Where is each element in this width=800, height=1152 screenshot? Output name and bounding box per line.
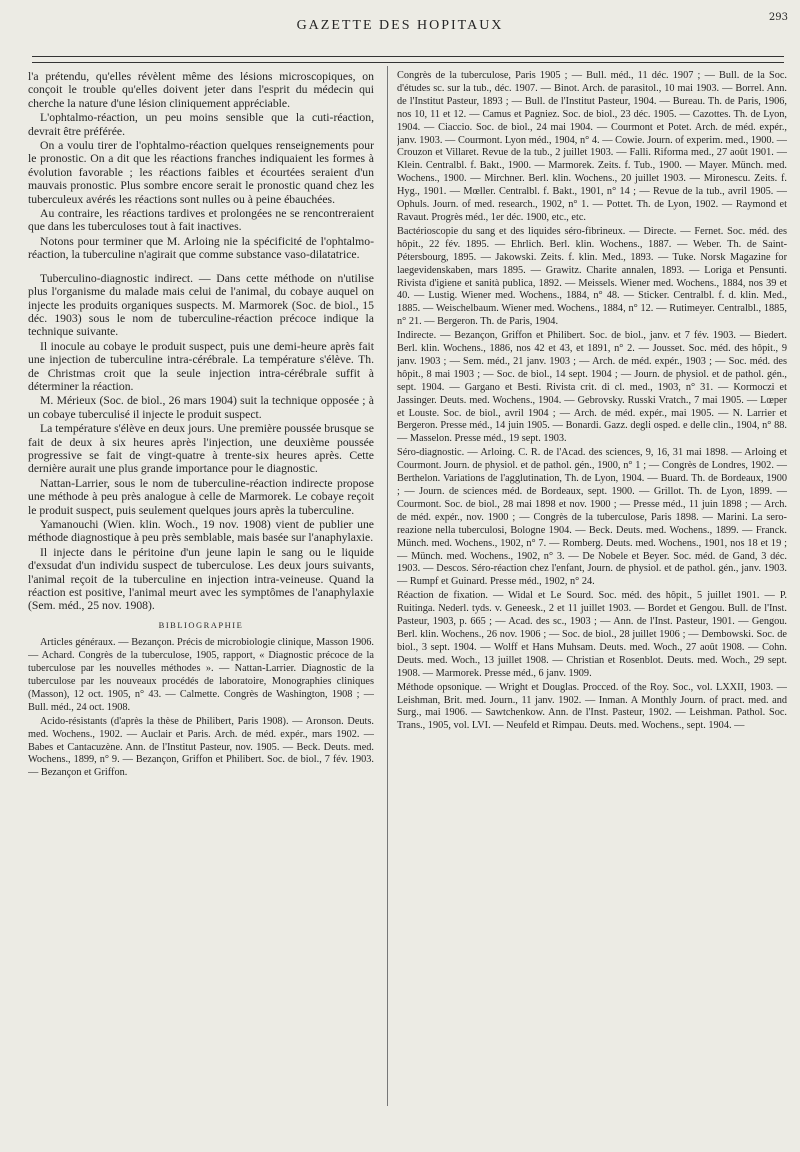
right-column xyxy=(397,70,787,1130)
paragraph: Il inocule au cobaye le produit suspect, puis une demi-heure après fait une injection de tuberculine intra-cérébrale. La température s'élève. Th. de Christmas croit que la seule injection intra-cérébrale suffit à déterminer la réaction. xyxy=(28,339,374,393)
page-number: 293 xyxy=(768,12,788,23)
paragraph: Tuberculino-diagnostic indirect. — Dans cette méthode on n'utilise plus l'organisme du malade mais celui de l'animal, du cobaye auquel on injecte les produits organiques suspects. M. Marmorek (Soc. de biol., 15 déc. 1903) sous le nom de tuberculine-réaction précoce indique la technique suivante. xyxy=(28,271,374,339)
paragraph: On a voulu tirer de l'ophtalmo-réaction quelques renseignements pour le pronostic. On a dit que les réactions franches indiquaient les formes à évolution favorable ; les réactions faibles et écourtées seraient d'un mauvais pronostic. Plus sombre encore serait le pronostic quand chez les tuberculeux avérés les réactions sont nulles ou à peine ébauchées. xyxy=(28,139,374,206)
paragraph: Notons pour terminer que M. Arloing nie la spécificité de l'ophtalmo-réaction, la tuberculine n'agirait que comme substance vaso-dilatatrice. xyxy=(28,234,374,262)
bibliography-entry: Bactérioscopie du sang et des liquides séro-fibrineux. — Directe. — Fernet. Soc. méd. des hôpit., 22 fév. 1895. — Ehrlich. Berl. klin. Wochens., 1887. — Weber. Th. de Saint-Pétersbourg, 1895. — Jakowski. Zeits. f. klin. Med., 1893. — Tuke. Norsk Magazine for laegevidenskaben, mars 1895. — Grawitz. Charite annalen, 1893. — Loriga et Pensunti. Rivista d'igiene et sanità publica, 1892. — Meissels. Wiener med. Wochens., 1884, nos 39 et 40. — Lustig. Wiener med. Wochens., 1884, n° 48. — Sticker. Centralbl. f. d. klin. Med., 1885. — Weischelbaum. Wiener med. Wochens., 1884, n° 12. — Rutimeyer. Centralbl., 1885, n° 21. — Bergeron. Th. de Paris, 1904. xyxy=(397,225,787,328)
bibliography-entry: Indirecte. — Bezançon, Griffon et Philibert. Soc. de biol., janv. et 7 fév. 1903. — Biedert. Berl. klin. Wochens., 1886, nos 42 et 43, et 1891, n° 2. — Jousset. Soc. méd. des hôpit., 9 janv. 1903 ; — Sem. méd., 21 janv. 1903 ; — Arch. de méd. expér., 1903 ; — Soc. méd. des hôpit., 8 mai 1903 ; — Soc. de biol., 14 sept. 1904 ; — Journ. de physiol. et de pathol. gén., sept. 1904. — Gargano et Besti. Rivista crit. di cl. med., 1903, n° 31. — Kormoczi et Jassinger. Deuts. med. Wochens., 1904. — Gebrovsky. Russki Vratch., 7 mai 1905. — Lœper et Louste. Soc. de biol., avril 1904 ; — Arch. de méd. expér., mai 1905. — N. Larrier et Bergeron. Presse méd., 14 juin 1905. — Bonardi. Gazz. degli osped. e delle clin., 1904, n° 88. — Masselon. Presse méd., 19 sept. 1903. xyxy=(397,330,787,445)
paragraph: L'ophtalmo-réaction, un peu moins sensible que la cuti-réaction, devrait être préférée. xyxy=(28,111,374,138)
header-rule-top xyxy=(32,56,784,57)
bibliography-entry: Congrès de la tuberculose, Paris 1905 ; — Bull. méd., 11 déc. 1907 ; — Bull. de la Soc. d'études sc. sur la tub., déc. 1907. — Binot. Arch. de parasitol., 10 mai 1903. — Borrel. Ann. de l'Institut Pasteur, 1893 ; — Bull. de l'Institut Pasteur, 1904. — Bureau. Th. de Paris, 1906, nos 10, 11 et 12. — Camus et Pagniez. Soc. de biol., 23 déc. 1905. — Cazottes. Th. de Lyon, 1904. — Ciaccio. Soc. de biol., 24 mai 1904. — Courmont et Potet. Arch. de méd. expér., janv. 1903. — Courmont. Lyon méd., 1904, n° 4. — Cowie. Journ. of experim. med., 1900. — Crouzon et Villaret. Revue de la tub., 2 juillet 1903. — Falli. Riforma med., 27 août 1901. — Klein. Centralbl. f. Bakt., 1900. — Marmorek. Zeits. f. Tub., 1900. — Mayer. Münch. med. Wochens., 1900. — Mirchner. Berl. klin. Wochens., 20 juillet 1903. — Mironescu. Zeits. f. Hyg., 1901. — Mœller. Centralbl. f. Bakt., 1901, n° 14 ; — Revue de la tub., avril 1905. — Ophuls. Journ. of med. research., 1902, n° 1. — Pottet. Th. de Lyon, 1902. — Raymond et Ravaut. Progrès méd., 1er déc. 1900, etc., etc. xyxy=(397,70,787,223)
page-header xyxy=(0,12,800,42)
section-title: BIBLIOGRAPHIE xyxy=(158,619,244,630)
bibliography-entry: Méthode opsonique. — Wright et Douglas. Procced. of the Roy. Soc., vol. LXXII, 1903. — Leishman, Brit. med. Journ., 11 janv. 1902. — Inman. A Monthly Journ. of pract. med. and Surg., mai 1906. — Sawtchenkow. Ann. de l'Inst. Pasteur, 1902. — Leishman. Pathol. Soc. Trans., 1905, vol. LVI. — Neufeld et Rimpau. Deuts. med. Wochens., sept. 1904. — xyxy=(397,681,787,732)
left-column xyxy=(28,70,374,1130)
paragraph: M. Mérieux (Soc. de biol., 26 mars 1904) suit la technique opposée ; à un cobaye tuberculisé il injecte le produit suspect. xyxy=(28,394,374,421)
paragraph: Il injecte dans le péritoine d'un jeune lapin le sang ou le liquide d'exsudat d'un individu suspect de tuberculose. Les deux jours suivants, l'animal reçoit de la tuberculine en injection intra-veineuse. Quand la réaction est positive, l'animal meurt avec les symptômes de l'anaphylaxie (Sem. méd., 25 nov. 1908). xyxy=(28,545,374,613)
header-rule-bottom xyxy=(32,62,784,63)
bibliography-entry: Séro-diagnostic. — Arloing. C. R. de l'Acad. des sciences, 9, 16, 31 mai 1898. — Arloing et Courmont. Journ. de physiol. et de pathol. gén., 1900, n° 1 ; — Congrès de Londres, 1902. — Berthelon. Variations de l'agglutination, Th. de Lyon, 1904. — Buard. Th. de Bordeaux, 1900 ; — Journ. de sciences méd. de Bordeaux, sept. 1900. — Grillot. Th. de Lyon, 1899. — Courmont. Soc. de biol., 28 mai 1898 et nov. 1900 ; — Presse méd., 11 juin 1898 ; — Arch. de méd. expér., nov. 1900 ; — Congrès de la tuberculose, Paris 1898. — Marini. La sero-reazione nella tuberculosi, Bologne 1904. — Beck. Deuts. med. Wochens., 1899. — Franck. Münch. med. Wochens., 1902, n° 7. — Romberg. Deuts. med. Wochens., 1901, nos 18 et 19 ; — Münch. med. Wochens., 1902, n° 3. — De Nobele et Beyer. Soc. méd. de Gand, 3 déc. 1903. — Descos. Séro-réaction chez l'enfant, Journ. de physiol. et de pathol. gén., janv. 1903. — Rumpf et Guinard. Presse méd., 1902, n° 24. xyxy=(397,447,787,588)
paragraph: La température s'élève en deux jours. Une première poussée brusque se fait de deux à six heures après l'injection, une deuxième poussée progressive se fait de vingt-quatre à trente-six heures après. Cette dernière aurait une plus grande importance pour le diagnostic. xyxy=(28,422,374,476)
paragraph: l'a prétendu, qu'elles révèlent même des lésions microscopiques, on conçoit le trouble qu'elles doivent jeter dans l'esprit du médecin qui cherche la nature d'une lésion cliniquement appréciable. xyxy=(28,70,374,110)
bibliography-entry: Articles généraux. — Bezançon. Précis de microbiologie clinique, Masson 1906. — Achard. Congrès de la tuberculose, 1905, rapport, « Diagnostic précoce de la tuberculose par les nouvelles méthodes ». — Nattan-Larrier. Diagnostic de la tuberculose par les nouveaux procédés de laboratoire, Monographies cliniques (Masson), 12 oct. 1905, n° 43. — Calmette. Congrès de Washington, 1908 ; — Bull. méd., 24 oct. 1908. xyxy=(28,637,374,713)
paragraph: Au contraire, les réactions tardives et prolongées ne se rencontreraient que dans les tuberculoses tout à fait inactives. xyxy=(28,207,374,234)
column-divider xyxy=(387,66,388,1106)
paragraph: Nattan-Larrier, sous le nom de tuberculine-réaction indirecte propose une méthode à peu près analogue à celle de Marmorek. Le cobaye reçoit le produit suspect, puis seulement quelques jours après la tuberculine. xyxy=(28,476,374,517)
bibliography-entry: Acido-résistants (d'après la thèse de Philibert, Paris 1908). — Aronson. Deuts. med. Wochens., 1902. — Auclair et Paris. Arch. de méd. expér., mars 1902. — Babes et Cantacuzène. Ann. de l'Institut Pasteur, nov. 1905. — Beck. Deuts. med. Wochens., 1899, n° 9. — Bezançon, Griffon et Philibert. Soc. de biol., 7 fév. 1903. — Bezançon et Griffon. xyxy=(28,715,374,779)
bibliography-entry: Réaction de fixation. — Widal et Le Sourd. Soc. méd. des hôpit., 5 juillet 1901. — P. Ruitinga. Nederl. tyds. v. Geneesk., 2 et 11 juillet 1903. — Bordet et Gengou. Bull. de l'Inst. Pasteur, 1903, p. 665 ; — Acad. des sc., 1903 ; — Ann. de l'Inst. Pasteur, 1901. — Gengou. Berl. klin. Wochens., 26 nov. 1906 ; — Soc. de biol., 28 juillet 1906 ; — Dembowski. Soc. de biol., 3 sept. 1904. — Wolff et Hans Muhsam. Deuts. med. Woch., 27 août 1908. — Cohn. Deuts. med. Woch., 13 juillet 1908. — Christian et Rosenblot. Deuts. med. Woch., 29 sept. 1908. — Marmorek. Presse méd., 6 janv. 1909. xyxy=(397,590,787,679)
journal-title: GAZETTE DES HOPITAUX xyxy=(296,18,504,33)
paragraph: Yamanouchi (Wien. klin. Woch., 19 nov. 1908) vient de publier une méthode diagnostique à peu près semblable, mais basée sur l'anaphylaxie. xyxy=(28,518,374,545)
